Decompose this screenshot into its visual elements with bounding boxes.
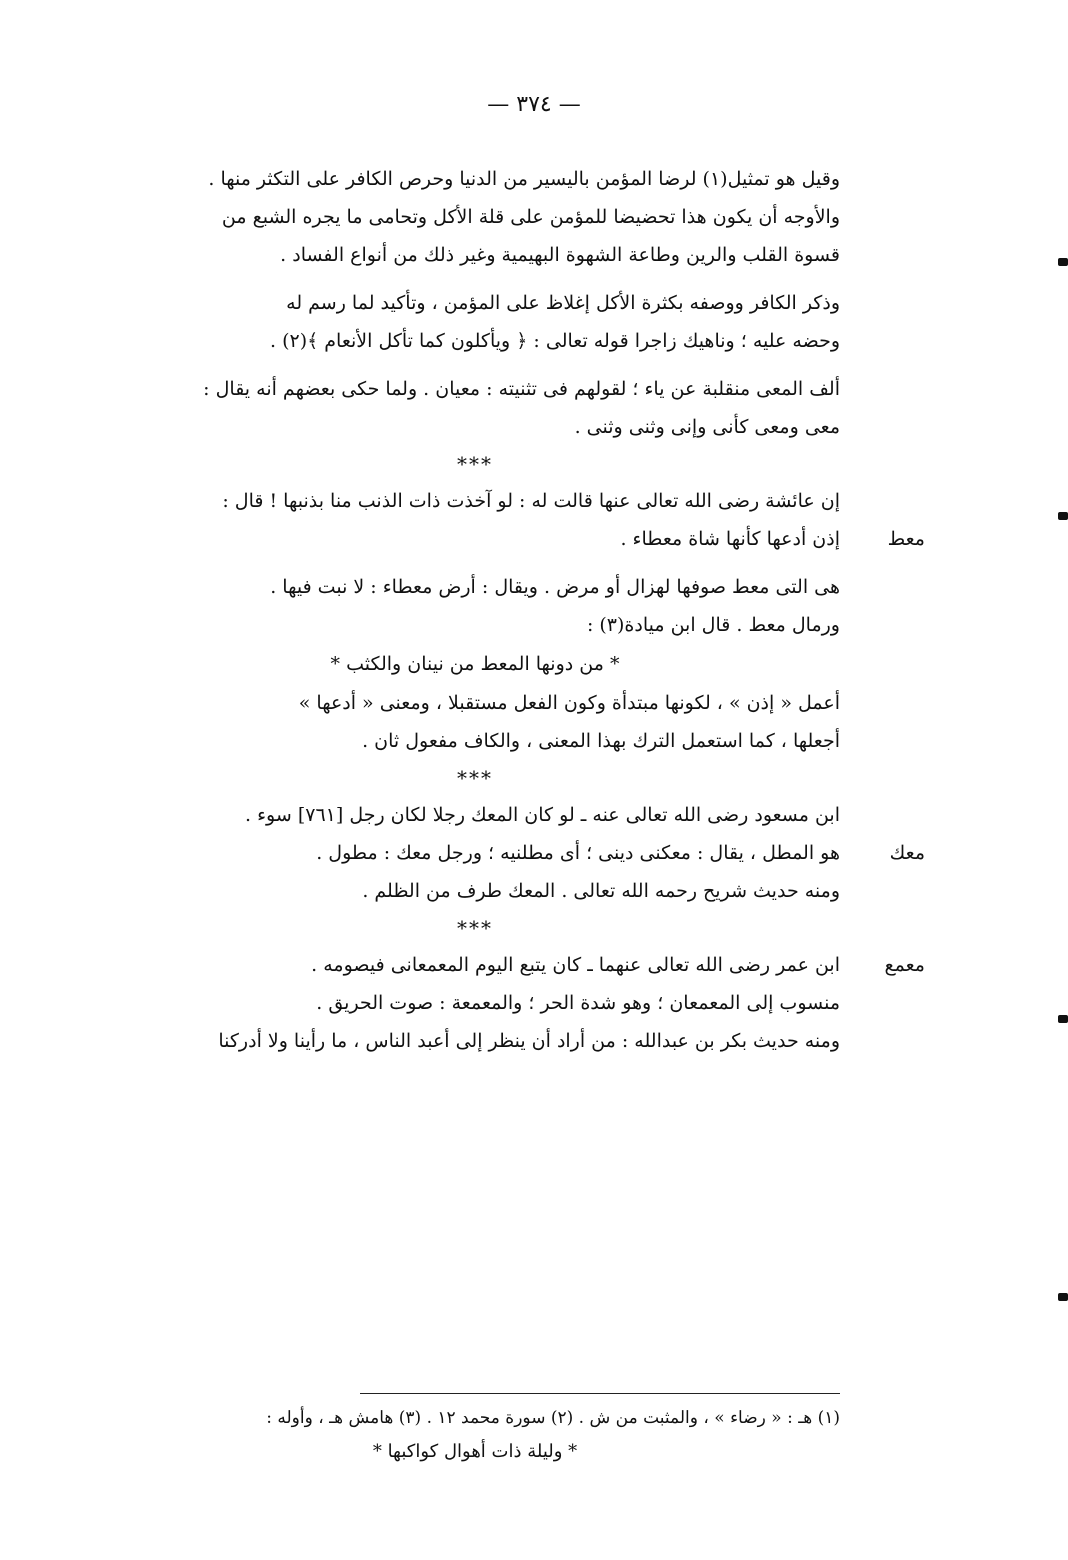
edge-mark xyxy=(1058,512,1068,520)
section-separator: *** xyxy=(457,916,493,940)
section-separator: *** xyxy=(457,452,493,476)
entry-text: هو المطل ، يقال : معكنى دينى ؛ أى مطلنيه ؛ ورجل معك : مطول . xyxy=(316,842,840,864)
entry-maama xyxy=(110,946,925,1060)
entry-text: ابن عمر رضى الله تعالى عنهما ـ كان يتبع اليوم المعمعانى فيصومه . xyxy=(311,954,840,976)
text-line: ومنه حديث بكر بن عبدالله : من أراد أن ينظر إلى أعبد الناس ، ما رأينا ولا أدركنا xyxy=(218,1030,840,1052)
edge-mark xyxy=(1058,1015,1068,1023)
entry-maak xyxy=(110,796,925,910)
text-line: وقيل هو تمثيل(١) لرضا المؤمن باليسير من الدنيا وحرص الكافر على التكثر منها . xyxy=(208,168,840,190)
text-line: ابن مسعود رضى الله تعالى عنه ـ لو كان المعك رجلا لكان رجل [٧٦١] سوء . xyxy=(245,804,840,826)
entry-maat xyxy=(110,482,925,760)
main-text xyxy=(110,160,925,1060)
text-line: قسوة القلب والرين وطاعة الشهوة البهيمية وغير ذلك من أنواع الفساد . xyxy=(280,244,840,266)
text-line: أجعلها ، كما استعمل الترك بهذا المعنى ، والكاف مفعول ثان . xyxy=(362,730,840,752)
section-separator: *** xyxy=(457,766,493,790)
text-line: هى التى معط صوفها لهزال أو مرض . ويقال : أرض معطاء : لا نبت فيها . xyxy=(270,576,840,598)
entry-key: معك xyxy=(889,842,925,864)
edge-mark xyxy=(1058,258,1068,266)
verse-line: * من دونها المعط من نينان والكثب * xyxy=(330,653,620,675)
footnote-line: (١) هـ : « رضاء » ، والمثبت من ش . (٢) سورة محمد ١٢ . (٣) هامش هـ ، وأوله : xyxy=(266,1408,840,1428)
text-line: أعمل « إذن » ، لكونها مبتدأة وكون الفعل مستقبلا ، ومعنى « أدعها » xyxy=(298,692,840,714)
page-number: — ٣٧٤ — xyxy=(487,92,581,117)
text-line: وحضه عليه ؛ وناهيك زاجرا قوله تعالى : ﴿ ويأكلون كما تأكل الأنعام ﴾(٢) . xyxy=(269,330,840,352)
text-line: والأوجه أن يكون هذا تحضيضا للمؤمن على قلة الأكل وتحامى ما يجره الشبع من xyxy=(221,206,840,228)
text-line: ورمال معط . قال ابن ميادة(٣) : xyxy=(586,614,840,636)
text-line: إن عائشة رضى الله تعالى عنها قالت له : لو آخذت ذات الذنب منا بذنبها ! قال : xyxy=(222,490,840,512)
text-line xyxy=(110,834,925,872)
text-line: وذكر الكافر ووصفه بكثرة الأكل إغلاظ على المؤمن ، وتأكيد لما رسم له xyxy=(286,292,840,314)
text-line xyxy=(110,946,925,984)
footnotes xyxy=(110,1402,840,1470)
entry-text: إذن أدعها كأنها شاة معطاء . xyxy=(620,528,840,550)
text-line: منسوب إلى المعمعان ؛ وهو شدة الحر ؛ والمعمعة : صوت الحريق . xyxy=(316,992,840,1014)
text-line: ومنه حديث شريح رحمه الله تعالى . المعك طرف من الظلم . xyxy=(362,880,840,902)
entry-key: معط xyxy=(887,528,925,550)
text-line: معى ومعى كأنى وإنى وثنى وثنى . xyxy=(574,416,840,438)
footnote-rule xyxy=(360,1393,840,1394)
text-line xyxy=(110,520,925,558)
text-line: ألف المعى منقلبة عن ياء ؛ لقولهم فى تثنيته : معيان . ولما حكى بعضهم أنه يقال : xyxy=(203,378,840,400)
footnote-verse: * وليلة ذات أهوال كواكبها * xyxy=(372,1441,578,1462)
edge-mark xyxy=(1058,1293,1068,1301)
entry-key: معمع xyxy=(884,954,925,976)
